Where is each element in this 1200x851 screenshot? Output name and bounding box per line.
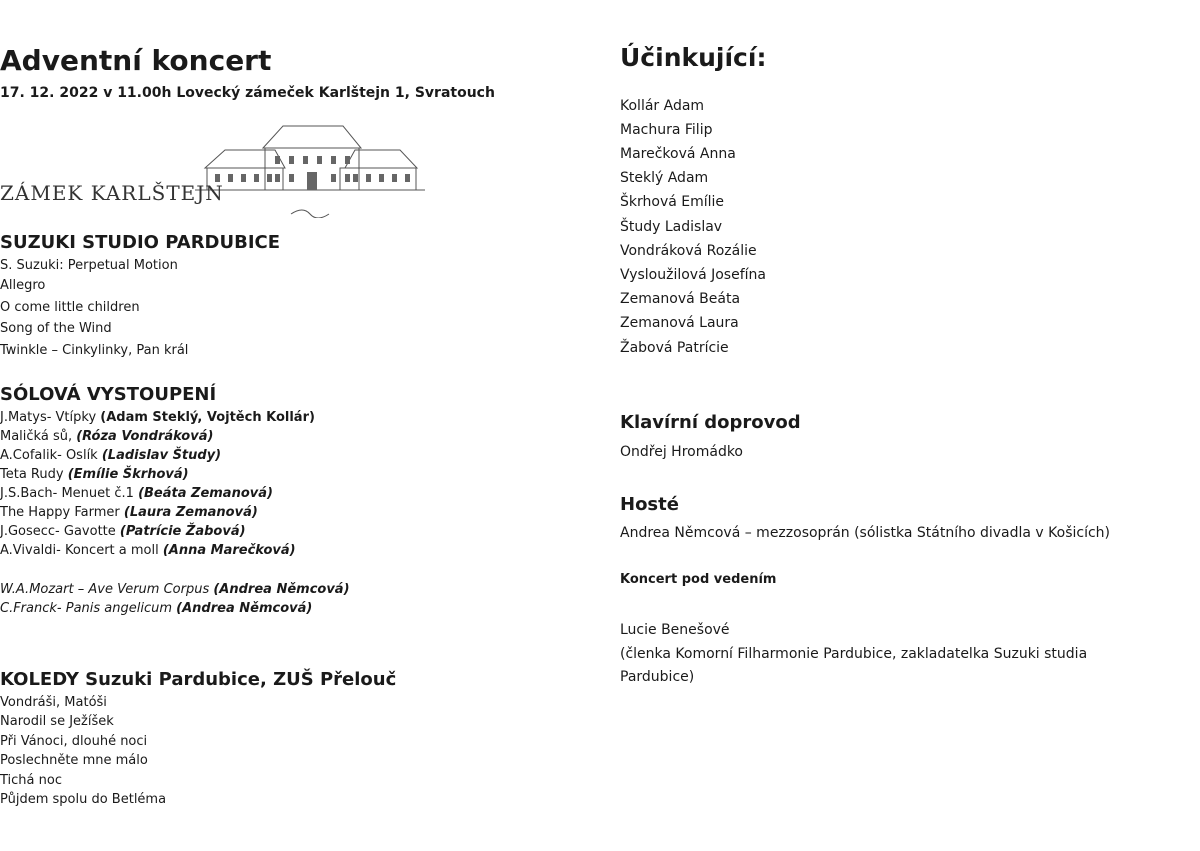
guests-heading: Hosté [620, 494, 679, 515]
piano-heading: Klavírní doprovod [620, 412, 801, 433]
conductor-note: Pardubice) [620, 669, 695, 685]
conductor-note: (členka Komorní Filharmonie Pardubice, zakladatelka Suzuki studia [620, 646, 1088, 662]
performer-name: Marečková Anna [620, 146, 736, 162]
guest-item: W.A.Mozart – Ave Verum Corpus (Andrea Němcová) [0, 582, 350, 597]
concert-date-venue: 17. 12. 2022 v 11.00h Lovecký zámeček Karlštejn 1, Svratouch [0, 85, 495, 101]
suzuki-heading: SUZUKI STUDIO PARDUBICE [0, 232, 281, 253]
performer-name: Vondráková Rozálie [620, 243, 757, 259]
guest-item: C.Franck- Panis angelicum (Andrea Němcová) [0, 601, 313, 616]
suzuki-item: Allegro [0, 278, 46, 293]
koledy-item: Tichá noc [0, 773, 62, 788]
solo-item: Teta Rudy (Emílie Škrhová) [0, 467, 189, 482]
concert-title: Adventní koncert [0, 44, 272, 77]
solo-item: J.Gosecc- Gavotte (Patrície Žabová) [0, 524, 246, 539]
performer-name: Zemanová Laura [620, 315, 739, 331]
performer-name: Vysloužilová Josefína [620, 267, 766, 283]
performer-name: Steklý Adam [620, 170, 709, 186]
performer-name: Zemanová Beáta [620, 291, 741, 307]
suzuki-item: Twinkle – Cinkylinky, Pan král [0, 343, 189, 358]
koledy-item: Poslechněte mne málo [0, 753, 148, 768]
suzuki-item: O come little children [0, 300, 140, 315]
solo-item: Maličká sů, (Róza Vondráková) [0, 429, 214, 444]
conductor-heading: Koncert pod vedením [620, 572, 777, 587]
piano-name: Ondřej Hromádko [620, 444, 743, 460]
koledy-item: Půjdem spolu do Betléma [0, 792, 167, 807]
koledy-item: Vondráši, Matóši [0, 695, 107, 710]
solo-item: J.S.Bach- Menuet č.1 (Beáta Zemanová) [0, 486, 273, 501]
performer-name: Žabová Patrície [620, 340, 729, 356]
performer-name: Kollár Adam [620, 98, 705, 114]
koledy-item: Při Vánoci, dlouhé noci [0, 734, 148, 749]
performer-name: Škrhová Emílie [620, 194, 725, 210]
koledy-heading: KOLEDY Suzuki Pardubice, ZUŠ Přelouč [0, 669, 397, 690]
performers-heading: Účinkující: [620, 43, 767, 72]
suzuki-item: S. Suzuki: Perpetual Motion [0, 258, 178, 273]
solo-item: A.Vivaldi- Koncert a moll (Anna Marečková) [0, 543, 296, 558]
solo-item: The Happy Farmer (Laura Zemanová) [0, 505, 258, 520]
performer-name: Študy Ladislav [620, 219, 723, 235]
logo-text: ZÁMEK KARLŠTEJN [0, 181, 224, 205]
koledy-item: Narodil se Ježíšek [0, 714, 114, 729]
solo-item: A.Cofalik- Oslík (Ladislav Študy) [0, 448, 222, 463]
solo-heading: SÓLOVÁ VYSTOUPENÍ [0, 384, 217, 405]
guests-text: Andrea Němcová – mezzosoprán (sólistka Státního divadla v Košicích) [620, 525, 1110, 541]
conductor-name: Lucie Benešové [620, 622, 730, 638]
suzuki-item: Song of the Wind [0, 321, 112, 336]
solo-item: J.Matys- Vtípky (Adam Steklý, Vojtěch Kollár) [0, 410, 315, 425]
performer-name: Machura Filip [620, 122, 713, 138]
